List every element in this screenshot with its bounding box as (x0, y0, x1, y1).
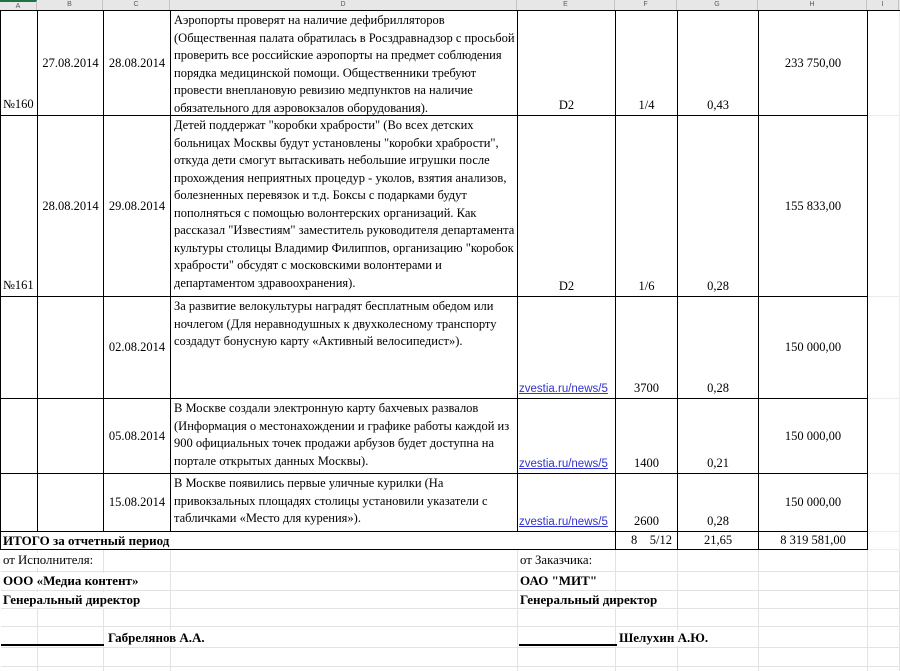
position-row (1, 591, 900, 609)
cell[interactable] (616, 572, 678, 591)
row-number-cell[interactable] (1, 297, 38, 399)
amount-cell[interactable] (759, 399, 868, 474)
cell[interactable] (38, 667, 104, 671)
ratio-cell[interactable] (678, 116, 759, 297)
cell[interactable] (678, 591, 759, 609)
description-text: Аэропорты проверят на наличие дефибрилляторов (Общественная палата обратилась в Росздравнадзор с просьбой проверить все российские аэропорты на предмет соблюдения порядка медицинской помощи. Общественники требуют провести внеплановую ревизию медпунктов на наличие обязательного для аэровокзалов оборудования). (174, 13, 515, 115)
cell[interactable] (518, 550, 616, 572)
ratio-value: 0,28 (707, 514, 729, 528)
table-row (1, 399, 900, 474)
reach-cell[interactable] (616, 297, 678, 399)
signature-line (1, 644, 104, 646)
cell[interactable] (868, 550, 900, 572)
spacer-cell[interactable] (868, 297, 900, 399)
row-number-cell[interactable] (1, 11, 38, 116)
empty-row (1, 667, 900, 671)
description-cell[interactable] (171, 116, 518, 297)
total-label: ИТОГО за отчетный период (3, 532, 170, 548)
date-end-cell[interactable] (104, 474, 171, 532)
cell[interactable] (171, 667, 518, 671)
description-text: Детей поддержат "коробки храбрости" (Во всех детских больницах Москвы будут установлены "коробки храбрости", откуда дети смогут вытаскивать небольшие игрушки после прохождения неприятных процедур - уколов, взятия анализов, болезненных перевязок и т.д. Боксы с подарками будут пополняться с помощью волонтерских организаций. Как рассказал "Известиям" заместитель руководителя департамента культуры столицы Владимир Филиппов, организацию "коробок храбрости" обсудят с московскими волонтерами и департаментом здравоохранения). (174, 118, 515, 290)
ratio-cell[interactable] (678, 297, 759, 399)
cell[interactable] (171, 550, 518, 572)
column-header-H[interactable]: H (758, 0, 867, 10)
cell[interactable] (759, 627, 868, 648)
customer-position: Генеральный директор (518, 592, 660, 608)
cell[interactable] (171, 591, 518, 609)
description-cell[interactable] (171, 474, 518, 532)
ratio-value: 0,43 (707, 98, 729, 112)
total-fraction-cell[interactable] (616, 532, 678, 550)
reach-value: 1400 (634, 456, 659, 470)
cell[interactable] (759, 591, 868, 609)
reach-cell[interactable] (616, 474, 678, 532)
party-row (1, 550, 900, 572)
total-amount: 8 319 581,00 (780, 533, 846, 547)
customer-label: от Заказчика: (518, 553, 595, 568)
column-header-strip (0, 0, 900, 10)
table-row-161 (1, 116, 900, 297)
spacer-cell[interactable] (868, 399, 900, 474)
cell[interactable] (171, 572, 518, 591)
cell[interactable] (616, 667, 678, 671)
executor-position: Генеральный директор (1, 592, 143, 608)
cell[interactable] (171, 627, 518, 648)
total-row (1, 532, 900, 550)
spacer-cell[interactable] (868, 11, 900, 116)
article-link[interactable]: zvestia.ru/news/5 (519, 383, 608, 395)
ratio-cell[interactable] (678, 11, 759, 116)
total-ratio: 21,65 (703, 533, 733, 547)
cell[interactable] (1, 550, 94, 572)
customer-signatory: Шелухин А.Ю. (619, 630, 709, 645)
executor-label: от Исполнителя: (1, 553, 96, 568)
amount-cell[interactable] (759, 297, 868, 399)
cell[interactable] (868, 627, 900, 648)
fraction-cell[interactable] (616, 11, 678, 116)
date-start-cell[interactable] (38, 474, 104, 532)
column-header-B[interactable]: B (37, 0, 103, 10)
date-end: 28.08.2014 (108, 55, 166, 70)
column-header-C[interactable]: C (103, 0, 170, 10)
amount-value: 150 000,00 (784, 495, 842, 509)
cell[interactable] (678, 572, 759, 591)
cell[interactable] (518, 591, 658, 609)
column-header-E[interactable]: E (517, 0, 615, 10)
cell[interactable] (1, 572, 139, 591)
date-start: 27.08.2014 (42, 55, 99, 70)
cell[interactable] (1, 609, 38, 627)
executor-signatory: Габрелянов А.А. (108, 630, 205, 645)
reach-value: 3700 (634, 381, 659, 395)
row-number-cell[interactable] (1, 474, 38, 532)
row-number: №160 (3, 97, 34, 111)
cell[interactable] (104, 648, 171, 667)
amount-cell[interactable] (759, 474, 868, 532)
empty-row (1, 648, 900, 667)
cell[interactable] (868, 609, 900, 627)
cell[interactable] (759, 609, 868, 627)
fraction-value: 1/6 (638, 279, 655, 293)
date-end: 15.08.2014 (108, 495, 166, 509)
description-cell[interactable] (171, 399, 518, 474)
ratio-cell[interactable] (678, 399, 759, 474)
total-fraction: 8 5/12 (631, 533, 672, 547)
amount-cell[interactable] (759, 116, 868, 297)
amount-value: 150 000,00 (784, 428, 842, 443)
cell[interactable] (868, 648, 900, 667)
cell[interactable] (1, 667, 38, 671)
link-cell[interactable] (518, 399, 616, 474)
column-header-F[interactable]: F (615, 0, 677, 10)
description-text: За развитие велокультуры наградят бесплатным обедом или ночлегом (Для неравнодушных к двухколесному транспорту создадут бонусную карту «Активный велосипедист»). (174, 299, 497, 348)
fraction-value: 1/4 (638, 98, 655, 112)
amount-value: 155 833,00 (784, 198, 842, 213)
empty-row (1, 609, 900, 627)
code-value: D2 (558, 279, 575, 293)
spacer-cell[interactable] (868, 474, 900, 532)
ratio-cell[interactable] (678, 474, 759, 532)
date-end: 05.08.2014 (108, 428, 166, 443)
article-link[interactable]: zvestia.ru/news/5 (519, 458, 608, 470)
executor-company: ООО «Медиа контент» (1, 573, 141, 589)
signature-line (519, 644, 618, 646)
row-number: №161 (3, 278, 34, 292)
article-link[interactable]: zvestia.ru/news/5 (519, 516, 608, 528)
cell[interactable] (868, 591, 900, 609)
cell[interactable] (104, 667, 171, 671)
company-row (1, 572, 900, 591)
cell[interactable] (616, 609, 678, 627)
date-end: 02.08.2014 (108, 340, 166, 354)
column-header-D[interactable]: D (170, 0, 517, 10)
total-ratio-cell[interactable] (678, 532, 759, 550)
ratio-value: 0,28 (707, 279, 729, 293)
date-start-cell[interactable] (38, 297, 104, 399)
date-end-cell[interactable] (104, 399, 171, 474)
spacer-cell[interactable] (868, 116, 900, 297)
amount-value: 150 000,00 (784, 340, 842, 354)
cell[interactable] (104, 609, 171, 627)
cell[interactable] (759, 572, 868, 591)
column-header-G[interactable]: G (677, 0, 758, 10)
ratio-value: 0,28 (707, 381, 729, 395)
cell[interactable] (678, 667, 759, 671)
table-row (1, 474, 900, 532)
date-start-cell[interactable] (38, 116, 104, 297)
amount-value: 233 750,00 (784, 55, 842, 70)
fraction-cell[interactable] (616, 116, 678, 297)
link-cell[interactable] (518, 297, 616, 399)
cell[interactable] (759, 648, 868, 667)
code-cell[interactable] (518, 116, 616, 297)
date-end-cell[interactable] (104, 11, 171, 116)
cell[interactable] (518, 572, 616, 591)
description-text: В Москве появились первые уличные курилки (На привокзальных площадях столицы установили указатели с табличками «Место для курения»). (174, 476, 488, 525)
cell[interactable] (616, 550, 678, 572)
cell[interactable] (171, 648, 518, 667)
signature-section (0, 550, 900, 671)
code-value: D2 (558, 98, 575, 112)
code-cell[interactable] (518, 11, 616, 116)
cell[interactable] (759, 667, 868, 671)
cell[interactable] (171, 609, 518, 627)
cell[interactable] (518, 609, 616, 627)
ratio-value: 0,21 (707, 456, 729, 470)
cell[interactable] (518, 648, 616, 667)
date-end-cell[interactable] (104, 297, 171, 399)
cell[interactable] (868, 572, 900, 591)
spacer-cell[interactable] (868, 532, 900, 550)
total-amount-cell[interactable] (759, 532, 868, 550)
cell[interactable] (678, 648, 759, 667)
reach-value: 2600 (634, 514, 659, 528)
date-start-cell[interactable] (38, 399, 104, 474)
date-start-cell[interactable] (38, 11, 104, 116)
cell[interactable] (104, 550, 171, 572)
table-row-160 (1, 11, 900, 116)
table-row (1, 297, 900, 399)
column-header-A[interactable]: A (0, 0, 37, 10)
cell[interactable] (759, 550, 868, 572)
cell[interactable] (1, 648, 38, 667)
date-start: 28.08.2014 (42, 198, 99, 213)
cell[interactable] (678, 550, 759, 572)
description-cell[interactable] (171, 11, 518, 116)
link-cell[interactable] (518, 474, 616, 532)
cell[interactable] (38, 609, 104, 627)
cell[interactable] (868, 667, 900, 671)
column-header-I[interactable]: I (867, 0, 899, 10)
customer-company: ОАО "МИТ" (518, 573, 600, 589)
reach-cell[interactable] (616, 399, 678, 474)
cell[interactable] (616, 648, 678, 667)
cell[interactable] (518, 667, 616, 671)
row-number-cell[interactable] (1, 399, 38, 474)
cell[interactable] (1, 591, 141, 609)
date-end: 29.08.2014 (108, 198, 166, 213)
amount-cell[interactable] (759, 11, 868, 116)
report-table (0, 10, 900, 550)
signature-row (1, 627, 900, 648)
total-label-cell[interactable] (1, 532, 616, 550)
description-cell[interactable] (171, 297, 518, 399)
row-number-cell[interactable] (1, 116, 38, 297)
cell[interactable] (38, 648, 104, 667)
cell[interactable] (678, 609, 759, 627)
description-text: В Москве создали электронную карту бахчевых развалов (Информация о местонахождении и графике работы каждой из 900 официальных точек продажи арбузов будет доступна на портале открытых данных Москвы). (174, 401, 510, 468)
date-end-cell[interactable] (104, 116, 171, 297)
